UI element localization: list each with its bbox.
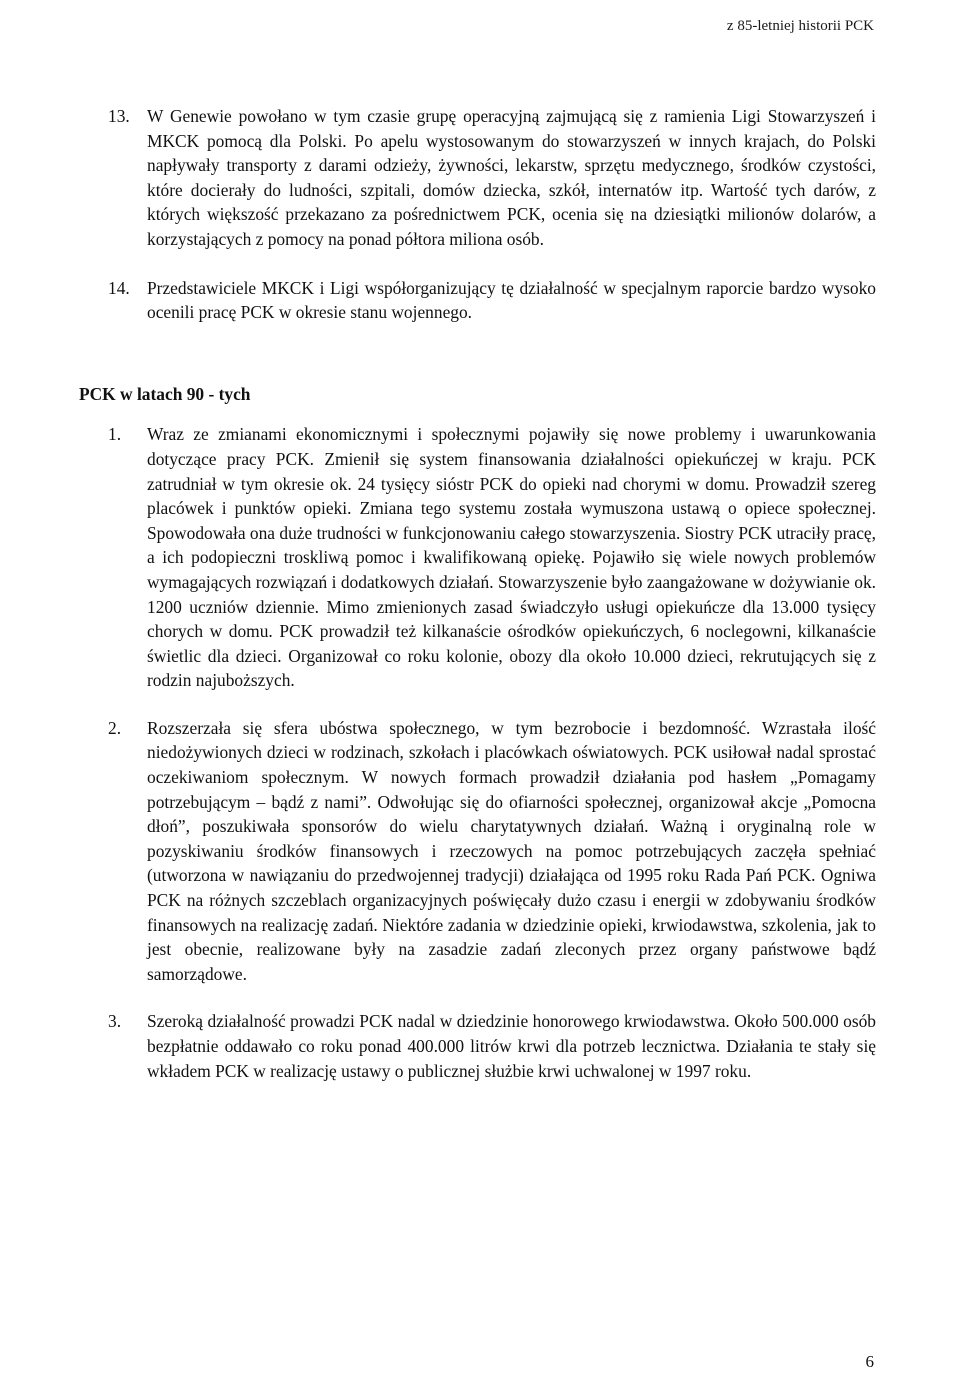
list-item-2 xyxy=(108,716,876,987)
page-number: 6 xyxy=(865,1352,874,1371)
list-item-14 xyxy=(108,276,876,325)
list-item-1 xyxy=(108,422,876,693)
list-text: Wraz ze zmianami ekonomicznymi i społecznymi pojawiły się nowe problemy i uwarunkowania dotyczące pracy PCK. Zmienił się system finansowania działalności opiekuńczej w kraju. PCK zatrudniał w tym okresie ok. 24 tysięcy sióstr PCK do opieki nad chorymi w domu. Prowadził szereg placówek i punktów opieki. Zmiana tego systemu została wymuszona ustawą o opiece społecznej. Spowodowała ona duże trudności w funkcjonowaniu całego stowarzyszenia. Siostry PCK utraciły pracę, a ich podopieczni troskliwą pomoc i kwalifikowaną opiekę. Pojawiło się wiele nowych problemów wymagających rozwiązań i dodatkowych działań. Stowarzyszenie było zaangażowane w dożywianie ok. 1200 uczniów dziennie. Mimo zmienionych zasad świadczyło usługi opiekuńcze dla 13.000 tysięcy chorych w domu. PCK prowadził też kilkanaście ośrodków opiekuńczych, 6 noclegowni, kilkanaście świetlic dla dzieci. Organizował co roku kolonie, obozy dla około 10.000 dzieci, rekrutujących się z rodzin najuboższych. xyxy=(147,424,876,691)
list-number: 2. xyxy=(108,717,122,738)
list-number: 13. xyxy=(108,106,130,126)
list-text: Rozszerzała się sfera ubóstwa społecznego, w tym bezrobocie i bezdomność. Wzrastała ilość niedożywionych dzieci w rodzinach, szkołach i placówkach oświatowych. PCK usiłował nadal sprostać oczekiwaniom społecznym. W nowych formach prowadził działania pod hasłem „Pomagamy potrzebującym – bądź z nami”. Odwołując się do ofiarności społecznej, organizował akcje „Pomocna dłoń”, poszukiwała sponsorów do wielu charytatywnych działań. Ważną i oryginalną role w pozyskiwaniu środków finansowych i rzeczowych na pomoc potrzebujących zaczęła spełniać (utworzona w nawiązaniu do przedwojennej tradycji) działająca od 1995 roku Rada Pań PCK. Ogniwa PCK na różnych szczeblach organizacyjnych poświęcały dużo czasu i energii w zdobywaniu środków finansowych na realizację zadań. Niektóre zadania w dziedzinie opieki, krwiodawstwa, szkolenia, jak to jest obecnie, realizowane były na zasadzie zadań zleconych przez organy państwowe bądź samorządowe. xyxy=(147,717,876,984)
document-body xyxy=(79,104,876,1083)
list-text: Przedstawiciele MKCK i Ligi współorganizujący tę działalność w specjalnym raporcie bardzo wysoko ocenili pracę PCK w okresie stanu wojennego. xyxy=(147,277,876,323)
running-header: z 85-letniej historii PCK xyxy=(726,18,874,34)
list-item-3 xyxy=(108,1009,876,1083)
list-text: W Genewie powołano w tym czasie grupę operacyjną zajmującą się z ramienia Ligi Stowarzyszeń i MKCK pomocą dla Polski. Po apelu wystosowanym do stowarzyszeń w innych krajach, do Polski napływały transporty z darami odzieży, żywności, lekarstw, sprzętu medycznego, środków czystości, które docierały do ludności, szpitali, domów dziecka, szkół, internatów itp. Wartość tych darów, z których większość przekazano za pośrednictwem PCK, ocenia się na dziesiątki milionów dolarów, a korzystających z pomocy na ponad półtora miliona osób. xyxy=(147,106,876,249)
list-number: 14. xyxy=(108,277,130,298)
list-number: 3. xyxy=(108,1011,122,1032)
list-text: Szeroką działalność prowadzi PCK nadal w dziedzinie honorowego krwiodawstwa. Około 500.000 osób bezpłatnie oddawało co roku ponad 400.000 litrów krwi dla potrzeb lecznictwa. Działania te stały się wkładem PCK w realizację ustawy o publicznej służbie krwi uchwalonej w 1997 roku. xyxy=(147,1011,876,1081)
list-number: 1. xyxy=(108,424,122,445)
list-item-13 xyxy=(108,104,876,252)
section-heading: PCK w latach 90 - tych xyxy=(79,383,251,404)
